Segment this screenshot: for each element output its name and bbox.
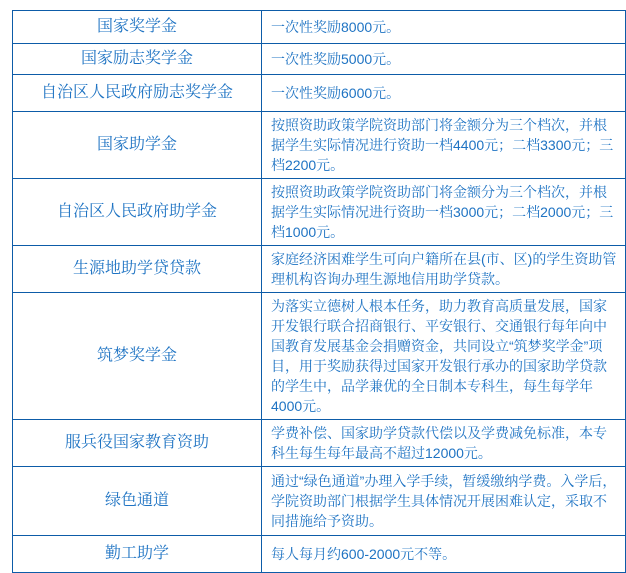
scholarship-name-cell: 国家助学金 (13, 112, 262, 179)
table-row (13, 44, 626, 75)
table-row (13, 112, 626, 179)
scholarship-description-cell: 一次性奖励6000元。 (262, 75, 626, 112)
scholarship-description-cell: 按照资助政策学院资助部门将金额分为三个档次，并根据学生实际情况进行资助一档3000元；二档2000元；三档1000元。 (262, 179, 626, 246)
scholarship-name-cell: 自治区人民政府助学金 (13, 179, 262, 246)
scholarship-description-cell: 按照资助政策学院资助部门将金额分为三个档次，并根据学生实际情况进行资助一档4400元；二档3300元；三档2200元。 (262, 112, 626, 179)
scholarship-name-cell: 勤工助学 (13, 536, 262, 573)
scholarship-name-cell: 自治区人民政府励志奖学金 (13, 75, 262, 112)
scholarship-description-cell: 学费补偿、国家助学贷款代偿以及学费减免标准，本专科生每生每年最高不超过12000元。 (262, 420, 626, 467)
table-row (13, 293, 626, 420)
scholarship-description-cell: 一次性奖励8000元。 (262, 11, 626, 44)
scholarship-name-cell: 生源地助学贷贷款 (13, 246, 262, 293)
scholarship-name-cell: 国家励志奖学金 (13, 44, 262, 75)
financial-aid-table (12, 10, 626, 573)
table-row (13, 179, 626, 246)
table-row (13, 536, 626, 573)
table-row (13, 75, 626, 112)
scholarship-name-cell: 绿色通道 (13, 467, 262, 536)
scholarship-description-cell: 通过“绿色通道”办理入学手续，暂缓缴纳学费。入学后，学院资助部门根据学生具体情况开展困难认定，采取不同措施给予资助。 (262, 467, 626, 536)
scholarship-name-cell: 服兵役国家教育资助 (13, 420, 262, 467)
scholarship-name-cell: 国家奖学金 (13, 11, 262, 44)
table-row (13, 420, 626, 467)
scholarship-description-cell: 为落实立德树人根本任务，助力教育高质量发展，国家开发银行联合招商银行、平安银行、交通银行每年向中国教育发展基金会捐赠资金，共同设立“筑梦奖学金”项目，用于奖励获得过国家开发银行承办的国家助学贷款的学生中，品学兼优的全日制本专科生，每生每学年4000元。 (262, 293, 626, 420)
table-row (13, 11, 626, 44)
scholarship-description-cell: 一次性奖励5000元。 (262, 44, 626, 75)
scholarship-name-cell: 筑梦奖学金 (13, 293, 262, 420)
scholarship-description-cell: 每人每月约600-2000元不等。 (262, 536, 626, 573)
table-row (13, 467, 626, 536)
table-row (13, 246, 626, 293)
scholarship-description-cell: 家庭经济困难学生可向户籍所在县(市、区)的学生资助管理机构咨询办理生源地信用助学贷款。 (262, 246, 626, 293)
